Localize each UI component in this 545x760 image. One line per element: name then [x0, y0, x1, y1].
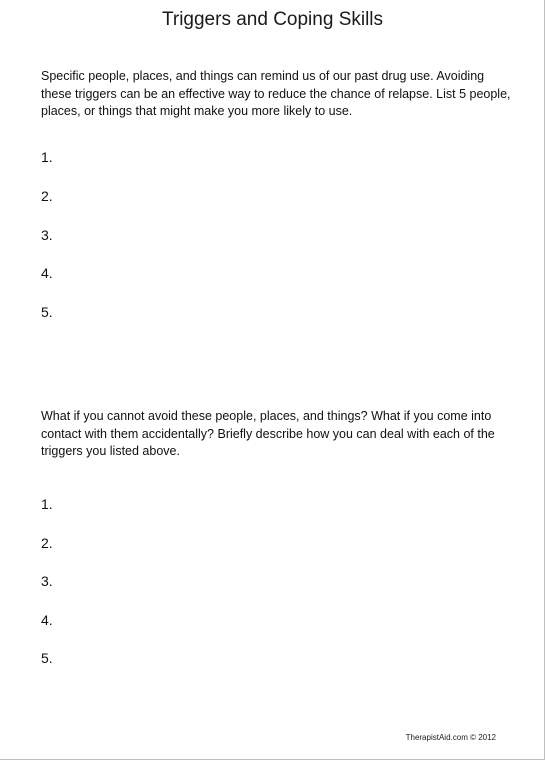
coping-instructions: What if you cannot avoid these people, places, and things? What if you come into contact with them accidentally? Briefly describe how you can deal with each of the triggers you listed above.	[41, 409, 495, 458]
coping-item-number: 4.	[41, 612, 53, 628]
page-title: Triggers and Coping Skills	[161, 9, 384, 30]
trigger-item-number: 3.	[41, 227, 53, 243]
trigger-item-number: 1.	[41, 149, 53, 165]
coping-item-number: 1.	[41, 496, 53, 512]
coping-item-number: 5.	[41, 650, 53, 666]
trigger-item-number: 5.	[41, 304, 53, 320]
trigger-item-number: 2.	[41, 188, 53, 204]
copyright-footer: TherapistAid.com © 2012	[405, 733, 496, 742]
coping-item-number: 2.	[41, 535, 53, 551]
coping-item-number: 3.	[41, 573, 53, 589]
trigger-item-number: 4.	[41, 265, 53, 281]
triggers-instructions: Specific people, places, and things can remind us of our past drug use. Avoiding these triggers can be an effective way to reduce the chance of relapse. List 5 people, places, or things that might make you more likely to use.	[41, 69, 511, 118]
